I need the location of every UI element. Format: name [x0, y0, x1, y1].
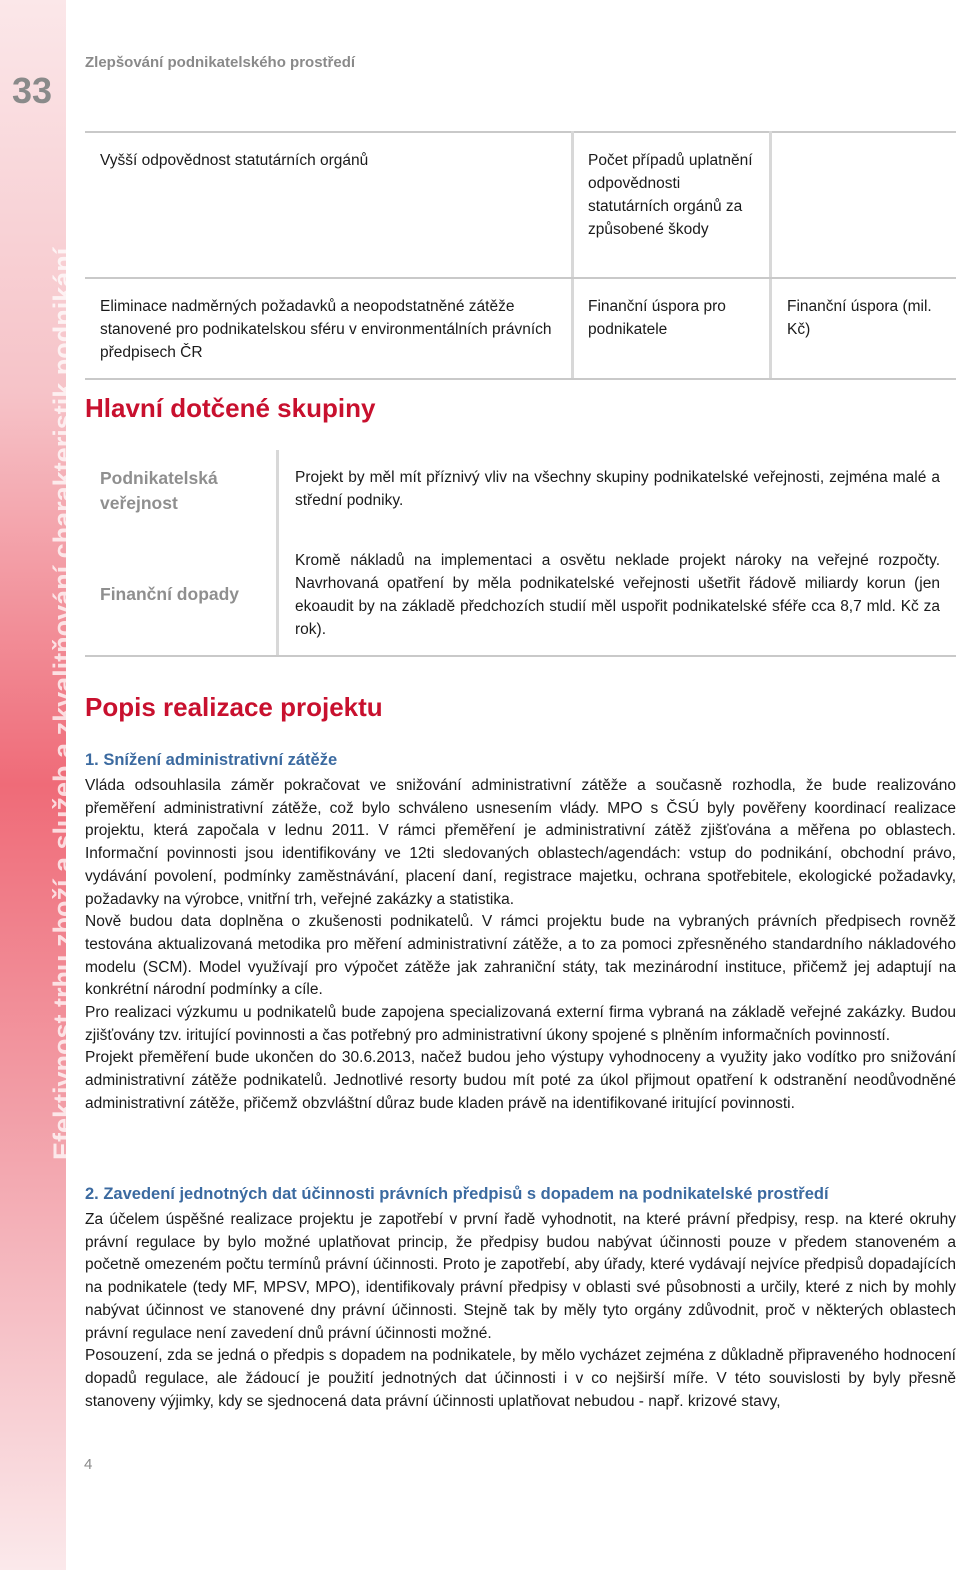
group-label: Podnikatelská veřejnost [100, 468, 218, 513]
group-label: Finanční dopady [100, 584, 240, 604]
table-indicator-cell: Finanční úspora pro podnikatele [588, 298, 726, 338]
groups-col-divider [276, 450, 279, 656]
subsection-2-body [85, 1209, 956, 1413]
groups-rule-bottom [85, 655, 956, 657]
table-rule-bottom [85, 378, 956, 380]
table-goal-cell: Vyšší odpovědnost statutárních orgánů [100, 152, 369, 169]
table-col-divider-2 [769, 131, 772, 379]
paragraph: Posouzení, zda se jedná o předpis s dopadem na podnikatele, by mělo vycházet zejména z důkladně připraveného hodnocení dopadů regulace, ale žádoucí je použití jednotných dat účinnosti i v co nejširší míře. V této souvislosti by byly přesně stanoveny výjimky, kdy se sjednocená data právní účinnosti uplatňovat nebudou - např. krizové stavy, [85, 1347, 956, 1410]
paragraph: Nově budou data doplněna o zkušenosti podnikatelů. V rámci projektu bude na vybraných právních předpisech rovněž testována aktualizovaná metodika pro měření administrativní zátěže, a to za pomoci zpřesněného standardního nákladového modelu (SCM). Model využívají pro výpočet zátěže jak zahraniční státy, tak mezinárodní instituce, přičemž jej adaptují na konkrétní národní podmínky a cíle. [85, 913, 956, 999]
paragraph: Za účelem úspěšné realizace projektu je zapotřebí v první řadě vyhodnotit, na které právní předpisy, resp. na které okruhy právní regulace by bylo možné uplatňovat princip, že předpisy budou nabývat účinnosti pouze v předem stanoveném a početně omezeném počtu termínů právní účinnosti. Proto je zapotřebí, aby úřady, které vydávají nejvíce předpisů dopadajících na podnikatele (tedy MF, MPSV, MPO), identifikovaly právní předpisy v oblasti své působnosti a určily, které z nich by mohly nabývat účinnost ve stanovené dny právní účinnosti. Stejně tak by měly tyto orgány zdůvodnit, proč v některých oblastech právní regulace není zavedení dnů právní účinnosti možné. [85, 1211, 956, 1342]
subsection-1-heading: 1. Snížení administrativní zátěže [85, 751, 338, 769]
table-col-divider-1 [571, 131, 574, 379]
table-goal-cell: Eliminace nadměrných požadavků a neopodstatněné zátěže stanovené pro podnikatelskou sféru v environmentálních právních předpisech ČR [100, 298, 552, 361]
table-indicator-cell: Počet případů uplatnění odpovědnosti statutárních orgánů za způsobené škody [588, 152, 753, 238]
group-text: Projekt by měl mít příznivý vliv na všechny skupiny podnikatelské veřejnosti, zejména malé a střední podniky. [295, 469, 940, 509]
subsection-1-body [85, 775, 956, 1116]
side-chapter-title: Efektivnost trhu zboží a služeb a zkvalitňování charakteristik podnikání [48, 247, 78, 1160]
page-number-top: 33 [12, 70, 53, 111]
paragraph: Projekt přeměření bude ukončen do 30.6.2013, načež budou jeho výstupy vyhodnoceny a využity jako vodítko pro snižování administrativní zátěže podnikatelů. Jednotlivé resorty budou mít poté za úkol přijmout opatření k odstranění neodůvodněné administrativní zátěže, přičemž obzvláštní důraz bude kladen právě na identifikované iritující povinnosti. [85, 1049, 956, 1112]
paragraph: Pro realizaci výzkumu u podnikatelů bude zapojena specializovaná externí firma vybraná na základě veřejné zakázky. Budou zjišťovány tzv. iritující povinnosti a čas potřebný pro administrativní úkony spojené s plněním informačních povinností. [85, 1004, 956, 1044]
table-row-divider [85, 277, 956, 279]
group-text: Kromě nákladů na implementaci a osvětu neklade projekt nároky na veřejné rozpočty. Navrhovaná opatření by měla podnikatelské veřejnosti ušetřit řádově miliardy korun (jen ekoaudit by na základě předchozích studií měl uspořit podnikatelské sféře cca 8,7 mld. Kč za rok). [295, 552, 940, 638]
page-number-bottom: 4 [84, 1456, 93, 1473]
table-rule-top [85, 131, 956, 133]
subsection-2-heading: 2. Zavedení jednotných dat účinnosti právních předpisů s dopadem na podnikatelské prostředí [85, 1185, 829, 1203]
realization-heading: Popis realizace projektu [85, 692, 383, 722]
paragraph: Vláda odsouhlasila záměr pokračovat ve snižování administrativní zátěže a současně rozhodla, že bude realizováno přeměření administrativní zátěže, což bylo schváleno usnesením vlády. MPO s ČSÚ byly pověřeny koordinací realizace projektu, která započala v lednu 2011. V rámci přeměření je administrativní zátěž zjišťována a měřena po oblastech. Informační povinnosti jsou identifikovány ve 12ti sledovaných oblastech/agendách: vstup do podnikání, obchodní právo, vydávání povolení, podmínky zaměstnávání, placení daní, registrace majetku, ochrana spotřebitele, ekologické požadavky, požadavky na výrobce, vnitřní trh, veřejné zakázky a statistika. [85, 777, 956, 908]
groups-heading: Hlavní dotčené skupiny [85, 393, 376, 423]
table-unit-cell: Finanční úspora (mil. Kč) [787, 298, 932, 338]
running-head: Zlepšování podnikatelského prostředí [85, 54, 356, 71]
